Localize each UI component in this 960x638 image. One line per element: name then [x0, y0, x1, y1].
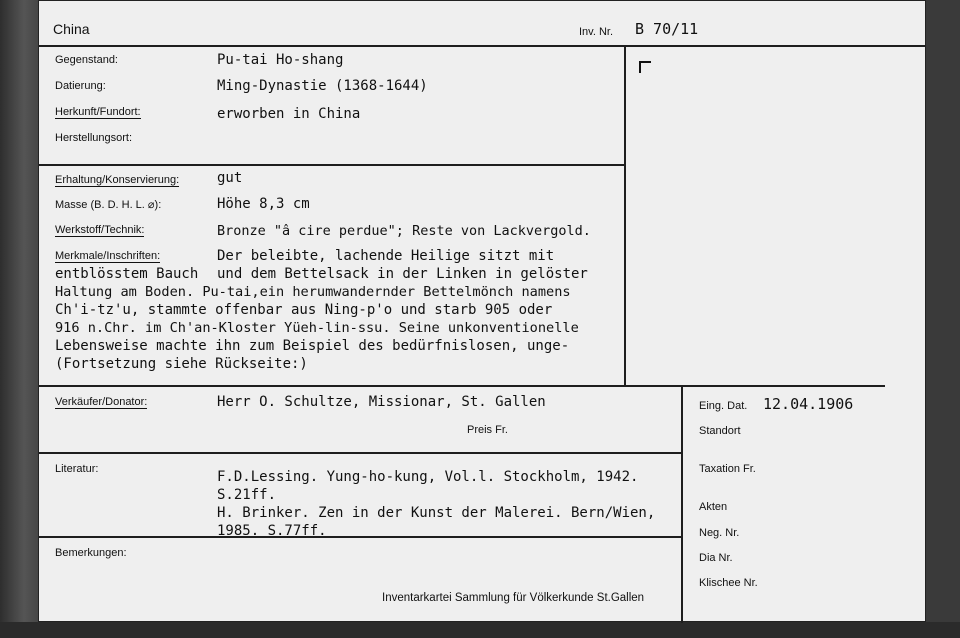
merkmale-line-6: Lebensweise machte ihn zum Beispiel des bedürfnislosen, unge-: [55, 338, 570, 354]
literatur-line-3: H. Brinker. Zen in der Kunst der Malerei. Bern/Wien,: [217, 505, 656, 521]
bemerkungen-label: Bemerkungen:: [55, 547, 127, 559]
merkmale-line-2: und dem Bettelsack in der Linken in gelöster: [217, 266, 588, 282]
werkstoff-value: Bronze "â cire perdue"; Reste von Lackvergold.: [217, 223, 591, 239]
preis-label: Preis Fr.: [467, 424, 508, 436]
country-heading: China: [53, 21, 90, 37]
main-vertical-divider: [624, 45, 626, 385]
literatur-line-1: F.D.Lessing. Yung-ho-kung, Vol.l. Stockholm, 1942.: [217, 469, 639, 485]
merkmale-line-3: Haltung am Boden. Pu-tai,ein herumwandernder Bettelmönch namens: [55, 284, 571, 300]
inventory-card: [38, 0, 926, 622]
neg-nr-label: Neg. Nr.: [699, 527, 740, 539]
merkmale-label-text: Merkmale/Inschriften:: [55, 250, 161, 262]
klischee-nr-label: Klischee Nr.: [699, 577, 758, 589]
verkaeufer-label: [55, 396, 147, 409]
literatur-line-2: S.21ff.: [217, 487, 277, 503]
background-left: [0, 0, 40, 638]
akten-label: Akten: [699, 501, 728, 513]
section-divider-2: [39, 385, 885, 387]
section-divider-3: [39, 452, 683, 454]
werkstoff-label-text: Werkstoff/Technik:: [55, 224, 145, 236]
herkunft-label-text: Herkunft/Fundort:: [55, 106, 141, 118]
literatur-line-4: 1985. S.77ff.: [217, 523, 327, 539]
eing-dat-label: Eing. Dat.: [699, 400, 748, 412]
merkmale-line-2-prefix: entblösstem Bauch: [55, 266, 199, 282]
merkmale-line-4: Ch'i-tz'u, stammte offenbar aus Ning-p'o und starb 905 oder: [55, 302, 553, 318]
datierung-value: Ming-Dynastie (1368-1644): [217, 78, 428, 94]
side-vertical-divider: [681, 385, 683, 623]
herkunft-value: erworben in China: [217, 106, 361, 122]
datierung-label: Datierung:: [55, 80, 106, 92]
herstellungsort-label: Herstellungsort:: [55, 132, 133, 144]
erhaltung-value: gut: [217, 170, 243, 186]
inv-nr-label: Inv. Nr.: [579, 26, 614, 38]
gegenstand-value: Pu-tai Ho-shang: [217, 52, 344, 68]
corner-mark: [639, 61, 651, 73]
taxation-label: Taxation Fr.: [699, 463, 756, 475]
erhaltung-label-text: Erhaltung/Konservierung:: [55, 174, 180, 186]
eing-dat-value: 12.04.1906: [763, 395, 854, 413]
masse-label: Masse (B. D. H. L. ⌀):: [55, 199, 162, 211]
herkunft-label: [55, 106, 141, 119]
section-divider-1: [39, 164, 626, 166]
merkmale-line-7: (Fortsetzung siehe Rückseite:): [55, 356, 308, 372]
header-divider: [39, 45, 925, 47]
erhaltung-label: [55, 174, 179, 187]
verkaeufer-value: Herr O. Schultze, Missionar, St. Gallen: [217, 394, 546, 410]
dia-nr-label: Dia Nr.: [699, 552, 733, 564]
standort-label: Standort: [699, 425, 741, 437]
background-bottom: [0, 622, 960, 638]
merkmale-line-5: 916 n.Chr. im Ch'an-Kloster Yüeh-lin-ssu. Seine unkonventionelle: [55, 320, 579, 336]
gegenstand-label: Gegenstand:: [55, 54, 118, 66]
werkstoff-label: [55, 224, 144, 237]
inv-nr-value: B 70/11: [635, 20, 699, 38]
section-divider-4: [39, 536, 683, 538]
merkmale-label: [55, 250, 160, 263]
masse-value: Höhe 8,3 cm: [217, 196, 310, 212]
verkaeufer-label-text: Verkäufer/Donator:: [55, 396, 148, 408]
merkmale-line-1: Der beleibte, lachende Heilige sitzt mit: [217, 248, 555, 264]
literatur-label: Literatur:: [55, 463, 99, 475]
footer-text: Inventarkartei Sammlung für Völkerkunde St.Gallen: [382, 592, 645, 604]
